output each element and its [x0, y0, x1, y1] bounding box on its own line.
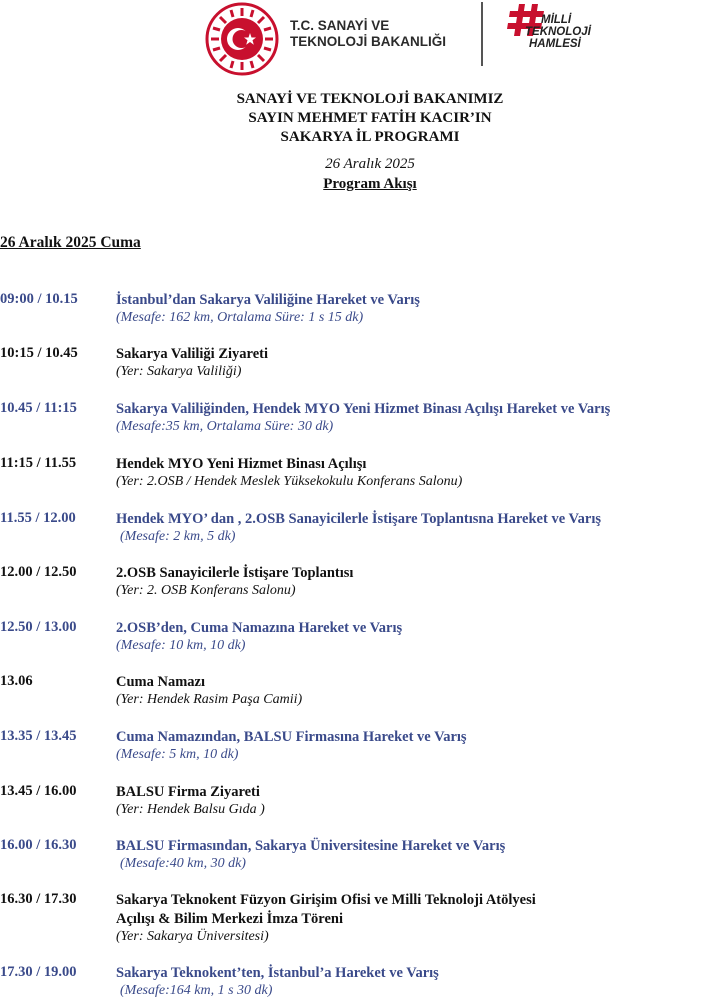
entry-time: 09:00 / 10.15: [0, 291, 78, 307]
entry-detail: (Yer: Sakarya Üniversitesi): [116, 929, 269, 944]
entry-time: 17.30 / 19.00: [0, 964, 77, 980]
entry-event: Sakarya Teknokent’ten, İstanbul’a Hareket ve Varış: [116, 965, 439, 981]
document-header: [0, 0, 723, 80]
program-title: [160, 90, 580, 147]
ministry-name-line2: TEKNOLOJİ BAKANLIĞI: [290, 34, 447, 49]
campaign-line1: MİLLİ: [541, 14, 572, 26]
entry-detail: (Mesafe:164 km, 1 s 30 dk): [120, 983, 273, 998]
day-heading: 26 Aralık 2025 Cuma: [0, 234, 141, 251]
entry-time: 12.50 / 13.00: [0, 619, 77, 635]
entry-detail: (Mesafe: 5 km, 10 dk): [116, 747, 239, 762]
ministry-name-line1: T.C. SANAYİ VE: [290, 18, 390, 33]
entry-event: Sakarya Teknokent Füzyon Girişim Ofisi ve Milli Teknoloji Atölyesi: [116, 892, 536, 908]
entry-time: 10.45 / 11:15: [0, 400, 77, 416]
entry-event: Cuma Namazından, BALSU Firmasına Hareket ve Varış: [116, 729, 467, 745]
entry-detail: (Yer: 2. OSB Konferans Salonu): [116, 583, 296, 598]
milli-teknoloji-text: [525, 14, 605, 50]
entry-detail: (Mesafe: 162 km, Ortalama Süre: 1 s 15 dk): [116, 310, 364, 325]
entry-detail: (Yer: Hendek Balsu Gıda ): [116, 802, 265, 817]
campaign-line3: HAMLESİ: [529, 38, 581, 50]
entry-event: 2.OSB Sanayicilerle İstişare Toplantısı: [116, 565, 354, 581]
entry-event: Hendek MYO Yeni Hizmet Binası Açılışı: [116, 456, 367, 472]
title-line2: SAYIN MEHMET FATİH KACIR’IN: [248, 110, 492, 126]
entry-event: BALSU Firmasından, Sakarya Üniversitesine Hareket ve Varış: [116, 838, 506, 854]
entry-event: 2.OSB’den, Cuma Namazına Hareket ve Varış: [116, 620, 403, 636]
entry-detail: (Mesafe: 2 km, 5 dk): [120, 529, 236, 544]
entry-time: 11.55 / 12.00: [0, 510, 76, 526]
title-line1: SANAYİ VE TEKNOLOJİ BAKANIMIZ: [236, 91, 504, 107]
entry-detail: (Mesafe:35 km, Ortalama Süre: 30 dk): [116, 419, 334, 434]
entry-detail: (Mesafe:40 km, 30 dk): [120, 856, 246, 871]
entry-event: Hendek MYO’ dan , 2.OSB Sanayicilerle İstişare Toplantısna Hareket ve Varış: [116, 511, 601, 527]
entry-event: Sakarya Valiliği Ziyareti: [116, 346, 269, 362]
ministry-emblem-icon: [205, 2, 279, 76]
entry-time: 12.00 / 12.50: [0, 564, 77, 580]
entry-time: 13.06: [0, 673, 33, 689]
entry-time: 16.30 / 17.30: [0, 891, 77, 907]
entry-time: 10:15 / 10.45: [0, 345, 78, 361]
entry-event: Sakarya Valiliğinden, Hendek MYO Yeni Hizmet Binası Açılışı Hareket ve Varış: [116, 401, 611, 417]
entry-time: 11:15 / 11.55: [0, 455, 77, 471]
entry-event: Cuma Namazı: [116, 674, 206, 690]
entry-detail: (Mesafe: 10 km, 10 dk): [116, 638, 246, 653]
entry-event: İstanbul’dan Sakarya Valiliğine Hareket ve Varış: [116, 292, 420, 308]
program-date: 26 Aralık 2025: [325, 156, 415, 172]
entry-time: 16.00 / 16.30: [0, 837, 77, 853]
program-subtitle: Program Akışı: [323, 176, 417, 192]
entry-detail: (Yer: Hendek Rasim Paşa Camii): [116, 692, 303, 707]
entry-event: BALSU Firma Ziyareti: [116, 784, 260, 800]
title-line3: SAKARYA İL PROGRAMI: [280, 129, 460, 145]
campaign-line2: TEKNOLOJİ: [525, 26, 591, 38]
milli-teknoloji-logo: [505, 2, 605, 68]
header-divider: [481, 2, 483, 66]
entry-time: 13.35 / 13.45: [0, 728, 77, 744]
entry-detail: (Yer: 2.OSB / Hendek Meslek Yüksekokulu Konferans Salonu): [116, 474, 463, 489]
ministry-name: [290, 18, 446, 50]
entry-event-continued: Açılışı & Bilim Merkezi İmza Töreni: [116, 911, 343, 927]
entry-detail: (Yer: Sakarya Valiliği): [116, 364, 242, 379]
entry-time: 13.45 / 16.00: [0, 783, 77, 799]
